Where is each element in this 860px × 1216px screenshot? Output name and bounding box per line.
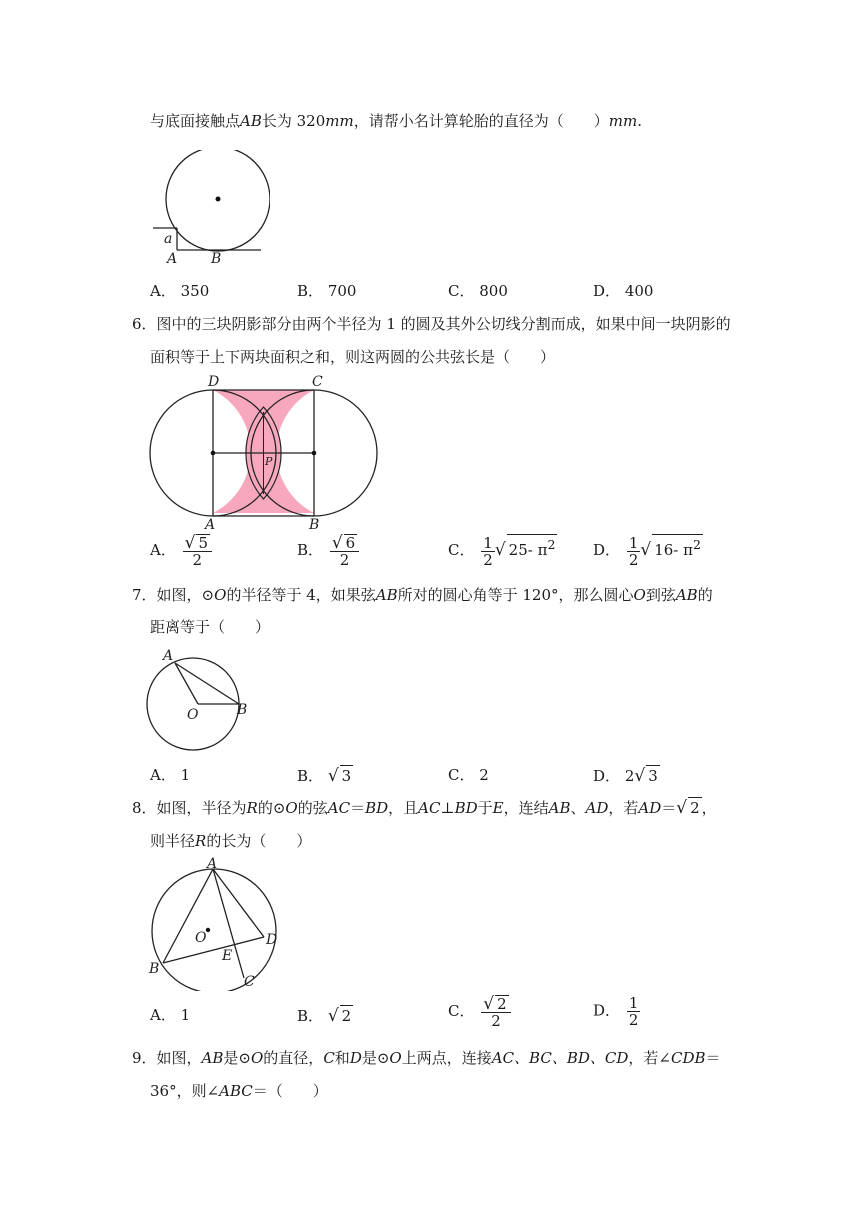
- q8-option-d[interactable]: [593, 995, 640, 1028]
- radicand: 3: [341, 767, 352, 785]
- option-value: 400: [624, 282, 654, 300]
- center-dot: [216, 197, 221, 202]
- q8-stem-line1: 8．如图，半径为R的⊙O的弦AC＝BD，且AC⊥BD于E，连结AB、AD，若AD＝√ 2 ，: [132, 798, 717, 818]
- option-letter: A．: [150, 766, 176, 784]
- q6-two-circles-figure: [145, 372, 385, 532]
- q5-text: .: [637, 112, 642, 130]
- coefficient: 2: [624, 767, 635, 785]
- option-letter: D．: [593, 282, 621, 300]
- q9-var: C: [323, 1049, 335, 1067]
- label-a: a: [164, 231, 173, 247]
- q7-text: 的半径等于 4，如果弦: [226, 586, 376, 604]
- q7-var: O: [633, 586, 646, 604]
- q8-var: BD: [454, 799, 478, 817]
- q5-text: 长为 320: [261, 112, 326, 130]
- q8-text: ＝: [350, 799, 366, 817]
- fraction: [627, 535, 641, 568]
- q7-stem-line2: 距离等于（ ）: [150, 618, 271, 636]
- option-letter: C．: [448, 1002, 475, 1020]
- q8-var: AD: [638, 799, 662, 817]
- q7-text: 所对的圆心角等于 120°，那么圆心: [397, 586, 634, 604]
- denominator: 2: [192, 551, 203, 569]
- chord-ad: [213, 869, 264, 937]
- q9-var: AB: [201, 1049, 224, 1067]
- option-value: 1: [180, 766, 191, 784]
- numerator: 1: [628, 533, 639, 552]
- option-value: 2: [479, 766, 489, 784]
- q8-text: ⊥: [440, 799, 455, 817]
- q5-text-line: [150, 111, 642, 131]
- q5-unit: mm: [325, 112, 354, 130]
- option-letter: B．: [297, 282, 324, 300]
- q9-text: 的直径，: [263, 1049, 324, 1067]
- q6-option-b[interactable]: [297, 534, 359, 568]
- q8-text: 的弦: [297, 799, 328, 817]
- q8-var: AC: [327, 799, 351, 817]
- radicand: [507, 534, 558, 560]
- label-D: D: [266, 932, 278, 948]
- q5-text: 与底面接触点: [150, 112, 241, 130]
- q8-text: 的⊙: [257, 799, 286, 817]
- q9-text: ＝: [705, 1049, 721, 1067]
- q8-text: 、: [570, 799, 586, 817]
- q6-option-c[interactable]: C． $\frac{1}{2}$ √ 25- $\pi^2$: [448, 533, 556, 569]
- q8-var: AD: [585, 799, 609, 817]
- q9-stem-line1: [132, 1048, 721, 1068]
- q8-text: ，且: [388, 799, 419, 817]
- q8-var: E: [492, 799, 504, 817]
- label-O: O: [187, 707, 199, 723]
- radicand: 5: [198, 534, 209, 552]
- q6-option-d[interactable]: D． $\frac{1}{2}$ √ 16- $\pi^2$: [593, 533, 701, 569]
- fraction: $\frac{√ 5}{2}$: [183, 534, 212, 568]
- radicand: 3: [648, 767, 658, 785]
- option-letter: B．: [297, 1007, 324, 1025]
- chord-bd: [163, 937, 264, 963]
- q8-text: 8．如图，半径为: [132, 799, 247, 817]
- option-letter: A．: [150, 1006, 176, 1024]
- q9-text: 9．如图，: [132, 1049, 202, 1067]
- label-E: E: [222, 948, 233, 964]
- q8-var: AB: [548, 799, 571, 817]
- q9-var: CDB: [670, 1049, 706, 1067]
- q8-var: BD: [365, 799, 389, 817]
- q5-option-d[interactable]: [593, 281, 653, 301]
- q8-var: R: [195, 832, 207, 850]
- q8-text: ，若: [608, 799, 639, 817]
- q8-text: ，连结: [503, 799, 549, 817]
- radius-oa: [175, 663, 198, 704]
- numerator: 1: [483, 533, 493, 552]
- q9-text: 是⊙: [361, 1049, 390, 1067]
- q8-text: 于: [477, 799, 493, 817]
- q8-text: ＝: [661, 799, 677, 817]
- q9-var: ABC: [219, 1082, 253, 1100]
- q8-text: 则半径: [150, 832, 196, 850]
- denominator: 2: [339, 551, 350, 569]
- q8-text: 的长为（ ）: [206, 832, 312, 850]
- left-center-dot: [211, 451, 216, 456]
- q9-text: ＝（ ）: [252, 1082, 328, 1100]
- chord-ab: [163, 869, 213, 963]
- label-B: B: [211, 251, 222, 267]
- fraction: [627, 995, 641, 1028]
- q9-var: O: [250, 1049, 264, 1067]
- q7-var: O: [214, 586, 227, 604]
- option-value: 350: [180, 282, 210, 300]
- option-value: 800: [479, 282, 508, 300]
- option-value: 700: [327, 282, 357, 300]
- option-letter: D．: [593, 1001, 621, 1020]
- q5-var-ab: AB: [240, 112, 262, 130]
- label-P: P: [265, 455, 273, 468]
- label-A: A: [205, 517, 216, 532]
- option-letter: D．: [593, 541, 621, 559]
- option-letter: B．: [297, 541, 324, 559]
- right-center-dot: [312, 451, 317, 456]
- q8-var: AC: [418, 799, 441, 817]
- q7-option-c[interactable]: [448, 765, 489, 785]
- radicand: [652, 534, 703, 560]
- option-value: 1: [180, 1006, 191, 1024]
- radicand: 6: [345, 534, 356, 552]
- numerator: 1: [628, 994, 639, 1012]
- label-B: B: [237, 702, 248, 718]
- q7-var: AB: [375, 586, 398, 604]
- exponent: 2: [693, 537, 701, 552]
- q5-unit: mm: [608, 112, 638, 130]
- q8-stem-line2: [150, 831, 311, 851]
- q7-option-b[interactable]: B． √ 3: [297, 766, 352, 786]
- q8-text: ，: [701, 799, 717, 817]
- q8-circle-figure: [140, 856, 285, 991]
- denominator: 2: [628, 1011, 639, 1029]
- q8-var: O: [285, 799, 298, 817]
- q9-text: ，若∠: [628, 1049, 671, 1067]
- radicand-text: 16- π: [654, 541, 693, 559]
- option-letter: A．: [150, 282, 176, 300]
- radicand-text: 25- π: [508, 541, 548, 559]
- q7-var: AB: [675, 586, 698, 604]
- label-B: B: [309, 517, 320, 532]
- q8-option-b[interactable]: B． √ 2: [297, 1006, 352, 1026]
- q8-option-a[interactable]: [150, 1005, 190, 1025]
- fraction: [481, 535, 495, 568]
- label-A: A: [207, 856, 218, 872]
- chord-ab: [175, 663, 239, 704]
- q9-var: O: [389, 1049, 402, 1067]
- denominator: 2: [628, 550, 639, 569]
- option-letter: D．: [593, 767, 621, 785]
- radicand: 2: [690, 799, 700, 817]
- q9-var: AC、BC、BD、CD: [491, 1049, 629, 1067]
- q8-var: R: [246, 799, 258, 817]
- q6-stem-line1: 6．图中的三块阴影部分由两个半径为 1 的圆及其外公切线分割而成，如果中间一块阴影的: [132, 315, 731, 333]
- denominator: 2: [483, 550, 493, 569]
- q7-text: 到弦: [645, 586, 676, 604]
- q9-stem-line2: [150, 1081, 328, 1101]
- label-D: D: [208, 374, 220, 390]
- option-letter: C．: [448, 766, 475, 784]
- label-B: B: [149, 961, 160, 977]
- q9-text: 是⊙: [223, 1049, 251, 1067]
- q7-option-a[interactable]: [150, 765, 190, 785]
- q9-var: D: [349, 1049, 362, 1067]
- q6-stem-line2: 面积等于上下两块面积之和，则这两圆的公共弦长是（ ）: [150, 348, 556, 366]
- q9-text: 上两点，连接: [401, 1049, 492, 1067]
- denominator: 2: [491, 1012, 501, 1030]
- circle-o: [152, 869, 276, 991]
- q5-option-c[interactable]: [448, 281, 508, 301]
- q5-tire-figure: [145, 150, 270, 268]
- label-C: C: [312, 374, 323, 390]
- q6-option-a[interactable]: [150, 534, 212, 568]
- q5-option-a[interactable]: [150, 281, 209, 301]
- option-letter: C．: [448, 282, 475, 300]
- q7-text: 的: [697, 586, 713, 604]
- q7-circle-figure: [145, 645, 265, 755]
- q8-option-c[interactable]: [448, 995, 511, 1029]
- label-A: A: [167, 251, 178, 267]
- option-letter: B．: [297, 767, 324, 785]
- q9-text: 和: [334, 1049, 350, 1067]
- option-letter: A．: [150, 541, 176, 559]
- label-A: A: [163, 648, 174, 664]
- radicand: 2: [341, 1007, 352, 1025]
- q5-option-b[interactable]: [297, 281, 356, 301]
- q9-text: 36°，则∠: [150, 1082, 220, 1100]
- exponent: 2: [547, 537, 556, 552]
- radicand: 2: [497, 995, 507, 1013]
- fraction: $\frac{√ 2}{2}$: [481, 995, 510, 1029]
- q7-option-d[interactable]: D． 2√ 3: [593, 766, 658, 786]
- fraction: $\frac{√ 6}{2}$: [330, 534, 359, 568]
- q7-stem-line1: [132, 585, 713, 605]
- q7-text: 7．如图，⊙: [132, 586, 215, 604]
- q5-text: ，请帮小名计算轮胎的直径为（ ）: [353, 112, 609, 130]
- option-letter: C．: [448, 541, 475, 559]
- label-O: O: [195, 930, 207, 946]
- label-C: C: [244, 974, 255, 990]
